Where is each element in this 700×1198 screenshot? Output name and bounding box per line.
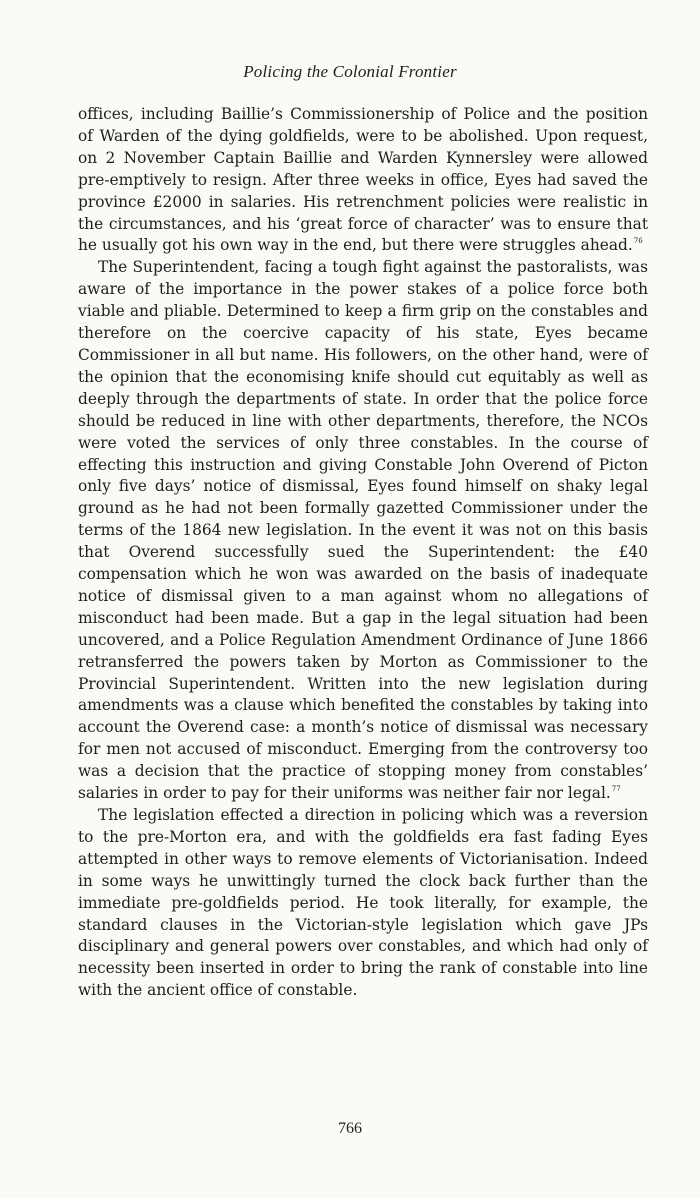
page-number: 766 xyxy=(338,1120,362,1137)
paragraph-1 xyxy=(78,104,648,257)
footnote-ref-77[interactable]: 77 xyxy=(611,785,621,794)
paragraph-2 xyxy=(78,257,648,805)
paragraph-3 xyxy=(78,805,648,1002)
paragraph-2-text: The Superintendent, facing a tough fight against the pastoralists, was aware of the importance in the power stakes of a police force both viable and pliable. Determined to keep a firm grip on the constables and therefore on the coercive capacity of his state, Eyes became Commissioner in all but name. His followers, on the other hand, were of the opinion that the economising knife should cut equitably as well as deeply through the departments of state. In order that the police force should be reduced in line with other departments, therefore, the NCOs were voted the services of only three constables. In the course of effecting this instruction and giving Constable John Overend of Picton only five days’ notice of dismissal, Eyes found himself on shaky legal ground as he had not been formally gazetted Commissioner under the terms of the 1864 new legislation. In the event it was not on this basis that Overend successfully sued the Superintendent: the £40 compensation which he won was awarded on the basis of inadequate notice of dismissal given to a man against whom no allegations of misconduct had been made. But a gap in the legal situation had been uncovered, and a Police Regulation Amendment Ordinance of June 1866 retransferred the powers taken by Morton as Commissioner to the Provincial Superintendent. Written into the new legislation during amendments was a clause which benefited the constables by taking into account the Overend case: a month’s notice of dismissal was necessary for men not accused of misconduct. Emerging from the controversy too was a decision that the practice of stopping money from constables’ salaries in order to pay for their uniforms was neither fair nor legal. xyxy=(78,258,648,803)
body-text xyxy=(78,104,648,1002)
footnote-ref-76[interactable]: 76 xyxy=(633,237,643,246)
running-head: Policing the Colonial Frontier xyxy=(243,62,457,81)
paragraph-1-text: offices, including Baillie’s Commissionership of Police and the position of Warden of the dying goldfields, were to be abolished. Upon request, on 2 November Captain Baillie and Warden Kynnersley were allowed pre-emptively to resign. After three weeks in office, Eyes had saved the province £2000 in salaries. His retrenchment policies were realistic in the circumstances, and his ‘great force of character’ was to ensure that he usually got his own way in the end, but there were struggles ahead. xyxy=(78,105,648,255)
paragraph-3-text: The legislation effected a direction in policing which was a reversion to the pre-Morton era, and with the goldfields era fast fading Eyes attempted in other ways to remove elements of Victorianisation. Indeed in some ways he unwittingly turned the clock back further than the immediate pre-goldfields period. He took literally, for example, the standard clauses in the Victorian-style legislation which gave JPs disciplinary and general powers over constables, and which had only of necessity been inserted in order to bring the rank of constable into line with the ancient office of constable. xyxy=(78,806,648,1000)
